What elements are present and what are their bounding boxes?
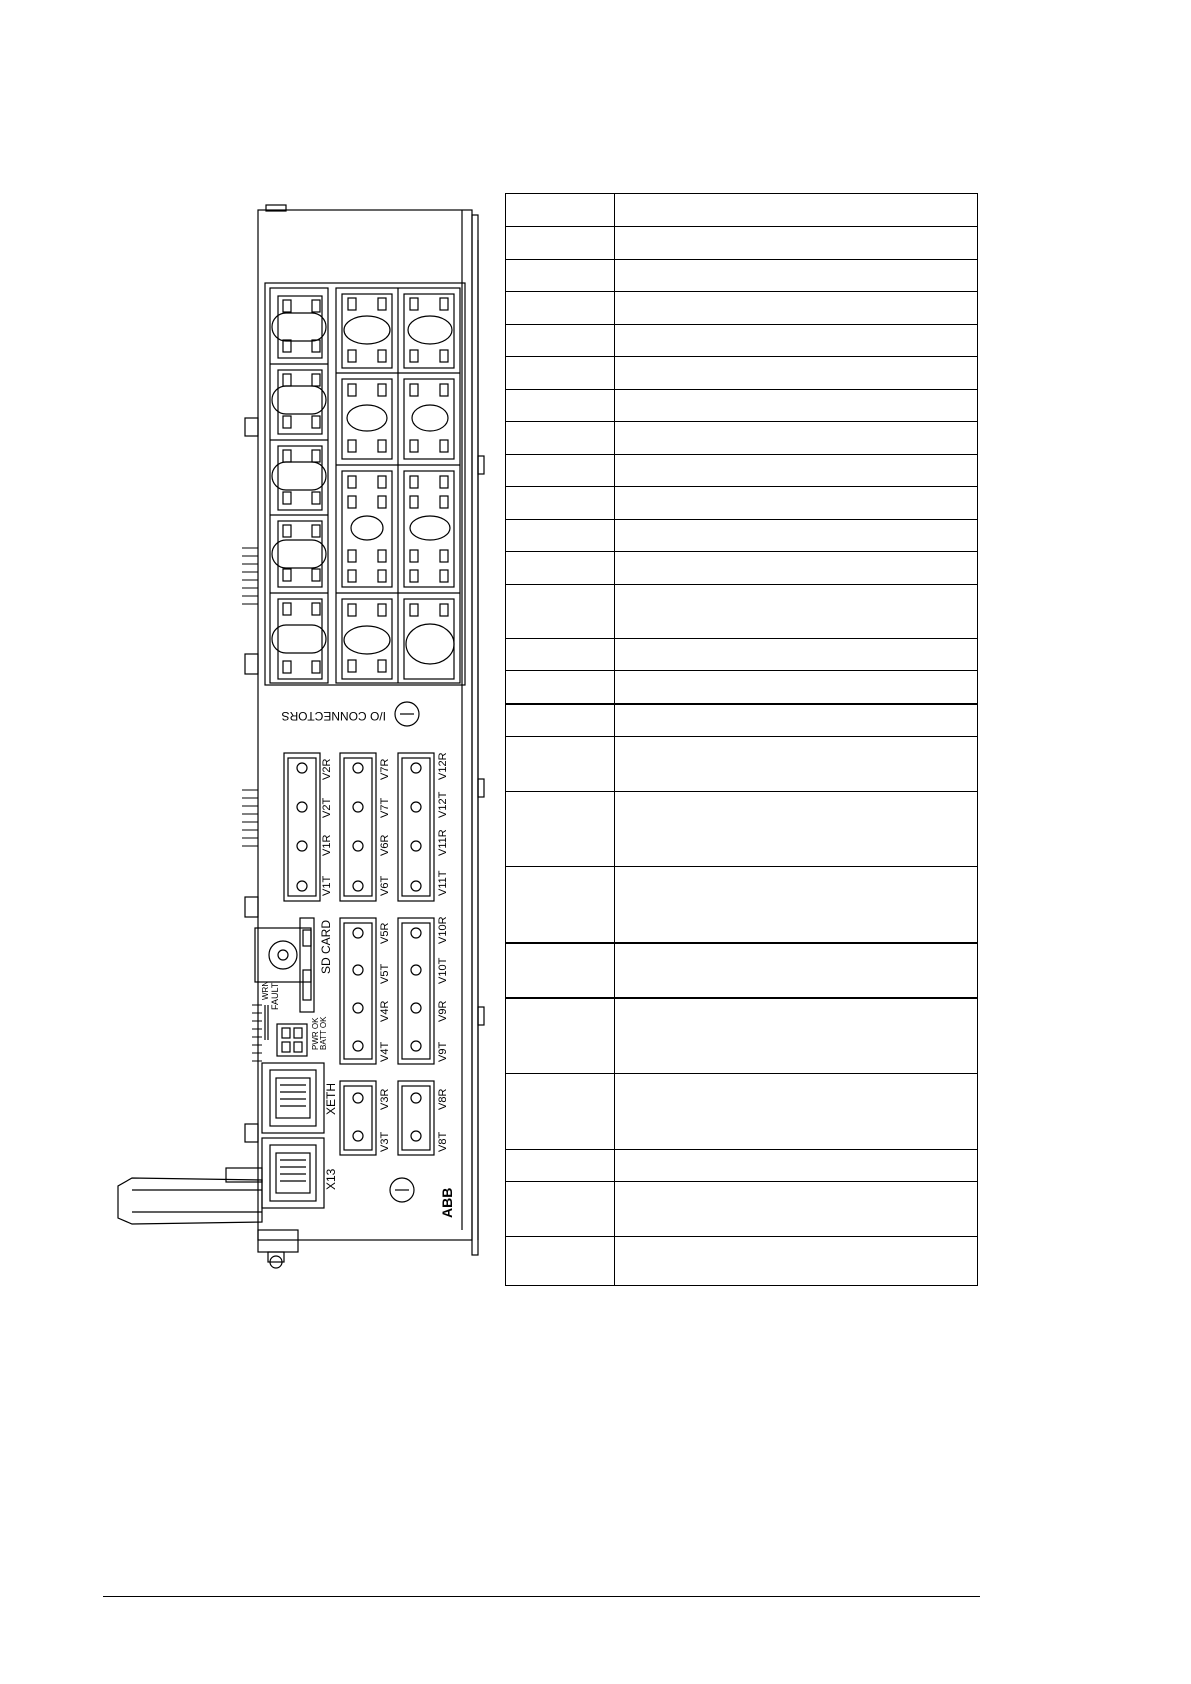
led-label-wrn: WRN [261,980,270,1000]
io-connectors-label: I/O CONNECTORS [281,709,386,723]
table-cell-description [620,520,973,551]
table-row [506,639,977,671]
channel-label: V9T [437,1041,449,1062]
table-row [506,552,977,585]
table-row [506,357,977,390]
table-row [506,585,977,639]
table-cell-connector [510,867,610,942]
sd-card-label: SD CARD [319,920,333,975]
table-cell-description [620,705,973,736]
table-cell-connector [510,292,610,324]
channel-label: V10R [437,916,449,944]
terminal-block-1 [272,296,326,358]
sd-card-slot [300,918,314,1012]
pin-header-top [242,548,258,604]
table-row [506,737,977,792]
channel-label: V2R [321,758,333,780]
table-cell-connector [510,585,610,638]
terminal-block-7 [404,294,454,368]
table-row [506,1237,977,1284]
footer-rule [103,1596,980,1597]
table-cell-connector [510,1150,610,1181]
table-row [506,455,977,487]
terminal-block-6 [342,294,392,368]
table-cell-description [620,292,973,324]
table-cell-connector [510,194,610,226]
ethernet-port-x13 [262,1138,324,1208]
channel-label: V9R [437,1000,449,1022]
terminal-block-13 [404,599,454,679]
table-row [506,520,977,552]
table-cell-connector [510,422,610,454]
table-cell-connector [510,639,610,670]
table-row [506,292,977,325]
table-cell-connector [510,792,610,866]
table-cell-description [620,357,973,389]
channel-label: V2T [321,797,333,818]
table-cell-description [620,1237,973,1284]
table-row [506,867,977,943]
table-cell-connector [510,455,610,486]
table-cell-description [620,639,973,670]
table-row [506,671,977,704]
table-cell-connector [510,671,610,703]
table-row [506,325,977,357]
terminal-block-10 [342,471,392,587]
table-cell-connector [510,390,610,421]
terminal-block-9 [404,379,454,459]
terminal-block-5 [272,599,326,679]
led-label-pwr-ok: PWR OK [311,1017,320,1050]
optical-channel-block-7 [398,1081,434,1155]
table-row [506,998,977,1074]
table-cell-description [620,552,973,584]
channel-label: V3R [379,1088,391,1110]
table-row [506,260,977,292]
bottom-fixture [268,1252,284,1268]
table-cell-connector [510,737,610,791]
channel-label: V7R [379,758,391,780]
table-row [506,704,977,737]
table-cell-description [620,487,973,519]
status-leds [265,1005,307,1056]
optical-channel-block-2 [340,753,376,901]
table-cell-description [620,944,973,997]
led-label-fault: FAULT [270,982,280,1010]
table-cell-description [620,227,973,259]
channel-label: V4R [379,1000,391,1022]
port-label-x13: X13 [324,1168,338,1190]
table-row [506,487,977,520]
channel-label: V12T [437,791,449,818]
table-cell-connector [510,260,610,291]
optical-channel-block-1 [284,753,320,901]
channel-label: V4T [379,1041,391,1062]
table-row [506,194,977,227]
table-cell-description [620,325,973,356]
channel-label: V11T [437,870,449,896]
table-cell-description [620,737,973,791]
table-cell-description [620,1074,973,1149]
table-cell-description [620,792,973,866]
table-cell-description [620,455,973,486]
channel-label: V6R [379,834,391,856]
terminal-block-4 [272,521,326,587]
table-cell-description [620,1150,973,1181]
channel-label: V1R [321,834,333,856]
channel-label: V5T [379,963,391,984]
table-cell-connector [510,999,610,1073]
table-cell-connector [510,325,610,356]
pin-header-bottom [252,1005,262,1061]
table-cell-connector [510,552,610,584]
channel-label: V7T [379,797,391,818]
optical-channel-block-4 [340,918,376,1064]
channel-label: V1T [321,875,333,896]
terminal-block-2 [272,370,326,434]
led-label-batt-ok: BATT OK [319,1016,328,1050]
table-row [506,1074,977,1150]
table-row [506,792,977,867]
table-cell-description [620,194,973,226]
table-cell-connector [510,1074,610,1149]
table-row [506,1150,977,1182]
channel-label: V8R [437,1088,449,1110]
channel-label: V6T [379,875,391,896]
table-cell-description [620,260,973,291]
connector-description-table [505,193,978,1286]
cable-lever [118,1168,262,1224]
table-cell-description [620,1182,973,1236]
table-row [506,422,977,455]
table-cell-connector [510,487,610,519]
terminal-block-8 [342,379,392,459]
pin-header-middle [242,790,258,846]
table-cell-connector [510,1182,610,1236]
terminal-block-12 [342,599,392,679]
table-row [506,390,977,422]
ethernet-port-xeth [262,1063,324,1133]
table-cell-connector [510,357,610,389]
table-row [506,943,977,998]
table-cell-connector [510,520,610,551]
channel-label: V3T [379,1131,391,1152]
terminal-block-3 [272,446,326,510]
channel-label: V10T [437,957,449,984]
optical-channel-block-5 [398,918,434,1064]
optical-channel-block-6 [340,1081,376,1155]
table-cell-description [620,867,973,942]
table-cell-description [620,390,973,421]
channel-label: V11R [437,829,449,856]
channel-label: V8T [437,1131,449,1152]
optical-channel-block-3 [398,753,434,901]
terminal-block-11 [404,471,454,587]
logo: ABB [439,1187,455,1218]
channel-label: V12R [437,752,449,780]
table-row [506,227,977,260]
table-cell-description [620,585,973,638]
table-cell-description [620,422,973,454]
table-cell-connector [510,705,610,736]
table-cell-connector [510,944,610,997]
table-cell-description [620,671,973,703]
table-cell-connector [510,1237,610,1284]
port-label-xeth: XETH [324,1082,338,1115]
table-cell-description [620,999,973,1073]
table-cell-connector [510,227,610,259]
table-row [506,1182,977,1237]
channel-label: V5R [379,922,391,944]
